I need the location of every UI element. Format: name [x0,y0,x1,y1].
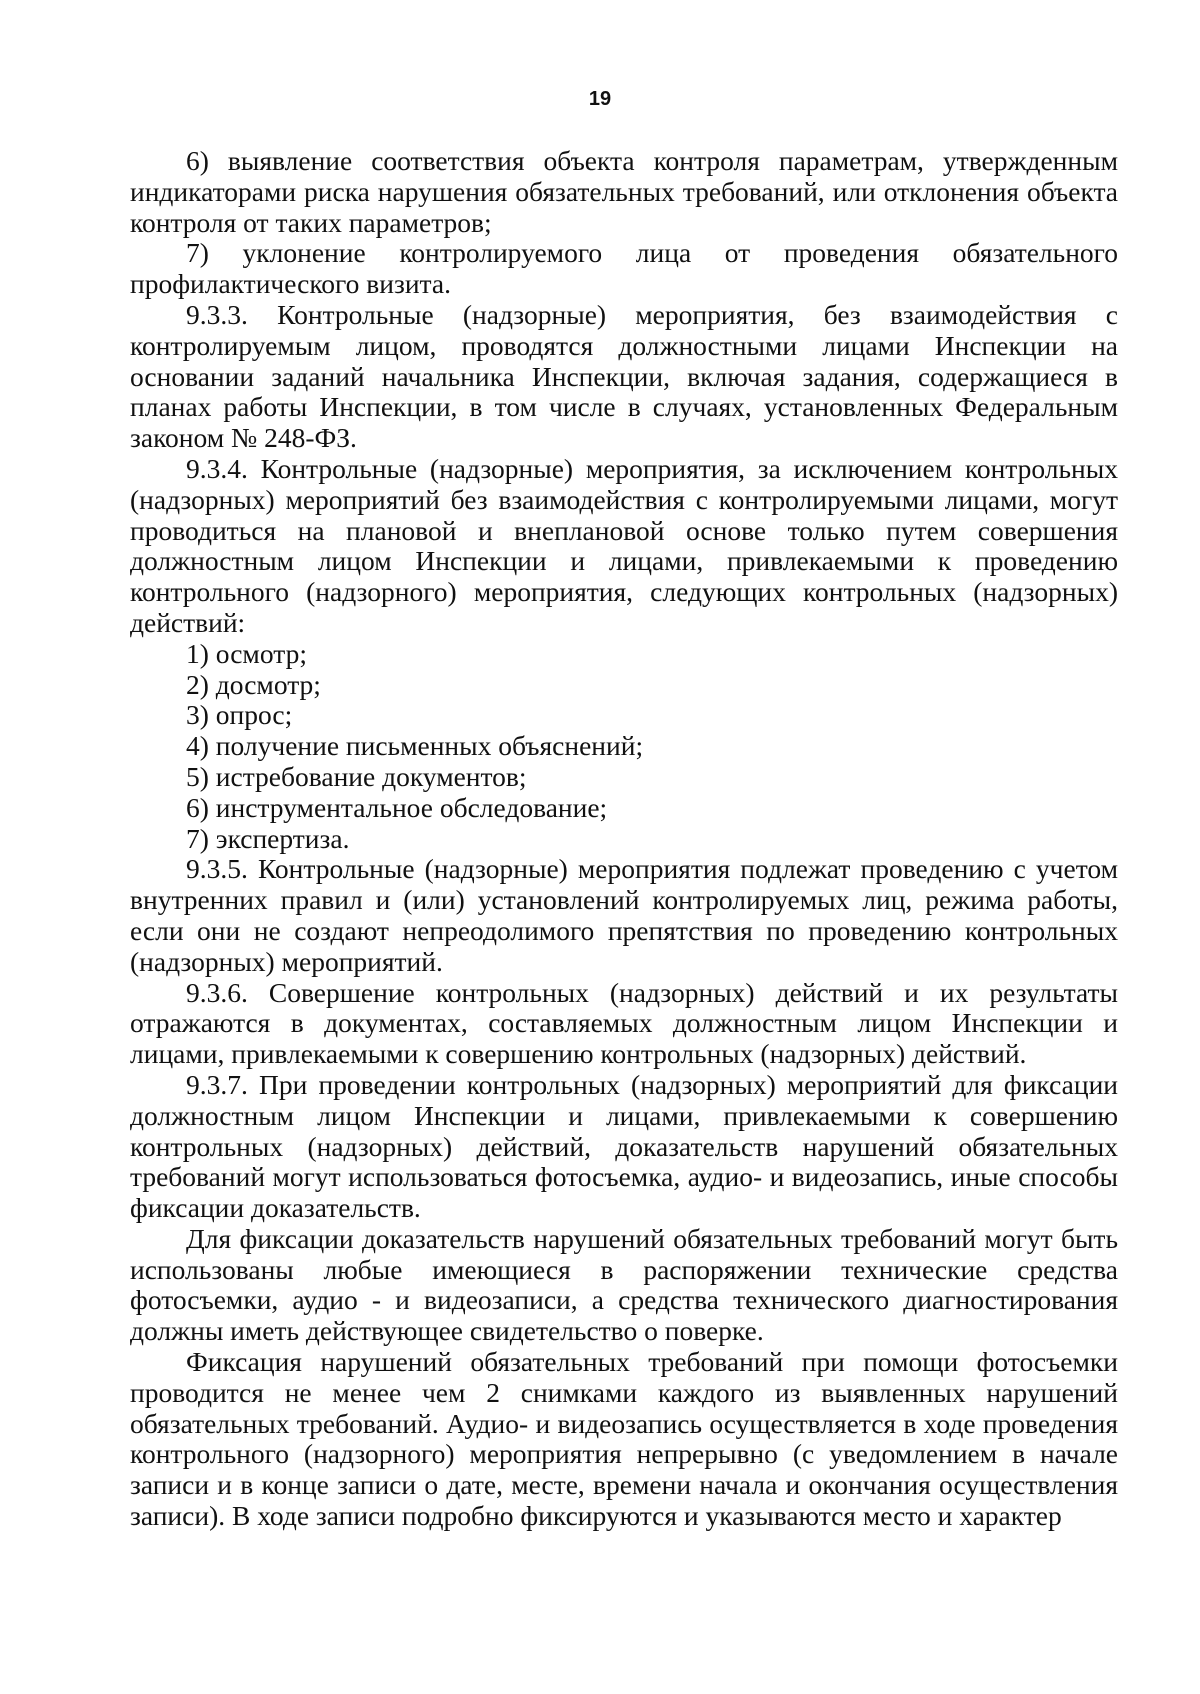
list-item: 6) инструментальное обследование; [186,791,608,823]
list-item: 4) получение письменных объяснений; [186,730,644,762]
list-item: 7) экспертиза. [186,822,350,854]
paragraph-9-3-7: 9.3.7. При проведении контрольных (надзорных) мероприятий для фиксации должностным лицом Инспекции и лицами, привлекаемыми к совершению контрольных (надзорных) действий, доказательств нарушений обязательных требований могут использоваться фотосъемка, аудио- и видеозапись, иные способы фиксации доказательств. [130,1068,1118,1224]
paragraph-item-6: 6) выявление соответствия объекта контроля параметрам, утвержденным индикаторами риска нарушения обязательных требований, или отклонения объекта контроля от таких параметров; [130,145,1118,238]
paragraph-evidence-means: Для фиксации доказательств нарушений обязательных требований могут быть использованы любые имеющиеся в распоряжении технические средства фотосъемки, аудио - и видеозаписи, а средства технического диагностирования должны иметь действующее свидетельство о поверке. [130,1222,1118,1347]
paragraph-item-7: 7) уклонение контролируемого лица от проведения обязательного профилактического визита. [130,237,1118,300]
paragraph-photo-fixation: Фиксация нарушений обязательных требований при помощи фотосъемки проводится не менее чем 2 снимками каждого из выявленных нарушений обязательных требований. Аудио- и видеозапись осуществляется в ходе проведения контрольного (надзорного) мероприятия непрерывно (с уведомлением в начале записи и в конце записи о дате, месте, времени начала и окончания осуществления записи). В ходе записи подробно фиксируются и указываются место и характер [130,1346,1118,1532]
list-item: 3) опрос; [186,699,293,731]
list-item: 5) истребование документов; [186,760,527,792]
actions-list [130,639,1118,855]
paragraph-9-3-4: 9.3.4. Контрольные (надзорные) мероприятия, за исключением контрольных (надзорных) мероприятий без взаимодействия с контролируемыми лицами, могут проводиться на плановой и внеплановой основе только путем совершения должностным лицом Инспекции и лицами, привлекаемыми к проведению контрольного (надзорного) мероприятия, следующих контрольных (надзорных) действий: [130,452,1118,638]
paragraph-9-3-3: 9.3.3. Контрольные (надзорные) мероприятия, без взаимодействия с контролируемым лицом, проводятся должностными лицами Инспекции на основании заданий начальника Инспекции, включая задания, содержащиеся в планах работы Инспекции, в том числе в случаях, установленных Федеральным законом № 248-ФЗ. [130,298,1118,454]
document-body [130,146,1118,1532]
list-item: 1) осмотр; [186,637,307,669]
paragraph-9-3-6: 9.3.6. Совершение контрольных (надзорных) действий и их результаты отражаются в документах, составляемых должностным лицом Инспекции и лицами, привлекаемыми к совершению контрольных (надзорных) действий. [130,976,1118,1070]
paragraph-9-3-5: 9.3.5. Контрольные (надзорные) мероприятия подлежат проведению с учетом внутренних правил и (или) установлений контролируемых лиц, режима работы, если они не создают непреодолимого препятствия по проведению контрольных (надзорных) мероприятий. [130,853,1118,977]
list-item: 2) досмотр; [186,668,321,700]
page-number: 19 [588,88,612,110]
